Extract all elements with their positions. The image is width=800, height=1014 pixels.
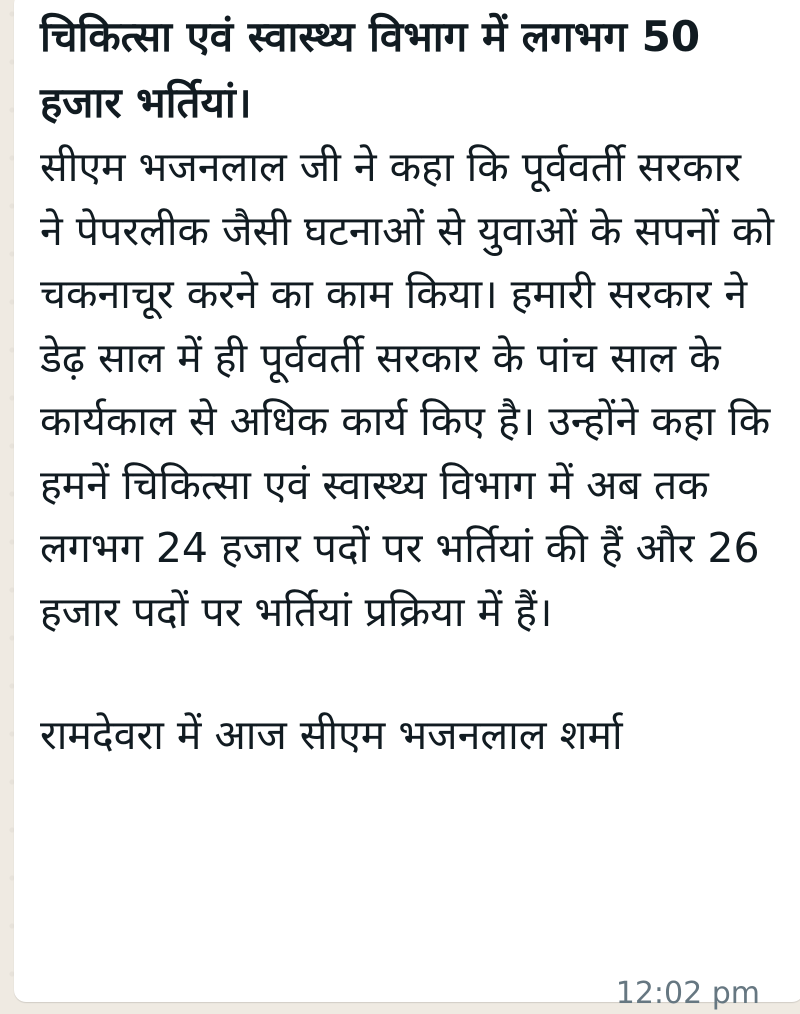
- message-bubble[interactable]: [14, 0, 800, 1011]
- message-headline: चिकित्सा एवं स्वास्थ्य विभाग में लगभग 50 हजार भर्तियां।: [40, 12, 701, 127]
- blank-line: [40, 644, 774, 704]
- message-footer-line: रामदेवरा में आज सीएम भजनलाल शर्मा: [40, 711, 623, 759]
- message-paragraph: सीएम भजनलाल जी ने कहा कि पूर्ववर्ती सरकार ने पेपरलीक जैसी घटनाओं से युवाओं के सपनों को चकनाचूर करने का काम किया। हमारी सरकार ने डेढ़ साल में ही पूर्ववर्ती सरकार के पांच साल के कार्यकाल से अधिक कार्य किए है। उन्होंने कहा कि हमनें चिकित्सा एवं स्वास्थ्य विभाग में अब तक लगभग 24 हजार पदों पर भर्तियां की हैं और 26 हजार पदों पर भर्तियां प्रक्रिया में हैं।: [40, 143, 774, 636]
- message-timestamp: 12:02 pm: [615, 976, 760, 1011]
